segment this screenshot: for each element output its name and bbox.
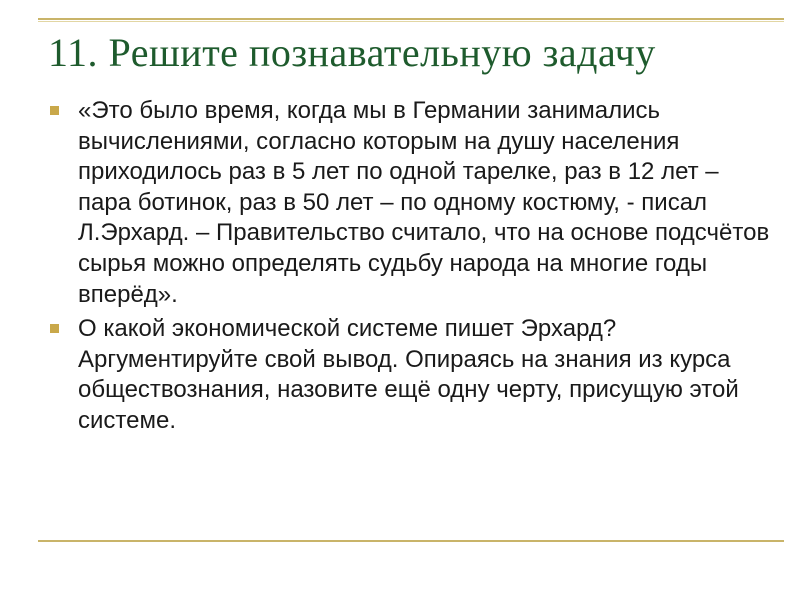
top-divider bbox=[38, 18, 784, 20]
bullet-list bbox=[50, 96, 770, 441]
slide-title: 11. Решите познавательную задачу bbox=[48, 30, 656, 75]
bullet-text: О какой экономической системе пишет Эрхард? Аргументируйте свой вывод. Опираясь на знания из курса обществознания, назовите ещё одну черту, присущую этой системе. bbox=[78, 315, 739, 434]
bullet-item-question bbox=[50, 314, 770, 436]
square-bullet-icon bbox=[50, 106, 59, 115]
top-divider-accent bbox=[38, 21, 784, 22]
bottom-divider bbox=[38, 540, 784, 542]
bullet-text: «Это было время, когда мы в Германии занимались вычислениями, согласно которым на душу населения приходилось раз в 5 лет по одной тарелке, раз в 12 лет – пара ботинок, раз в 50 лет – по одному костюму, - писал Л.Эрхард. – Правительство считало, что на основе подсчётов сырья можно определять судьбу народа на многие годы вперёд». bbox=[78, 97, 770, 308]
bullet-item-quote bbox=[50, 96, 770, 310]
square-bullet-icon bbox=[50, 324, 59, 333]
